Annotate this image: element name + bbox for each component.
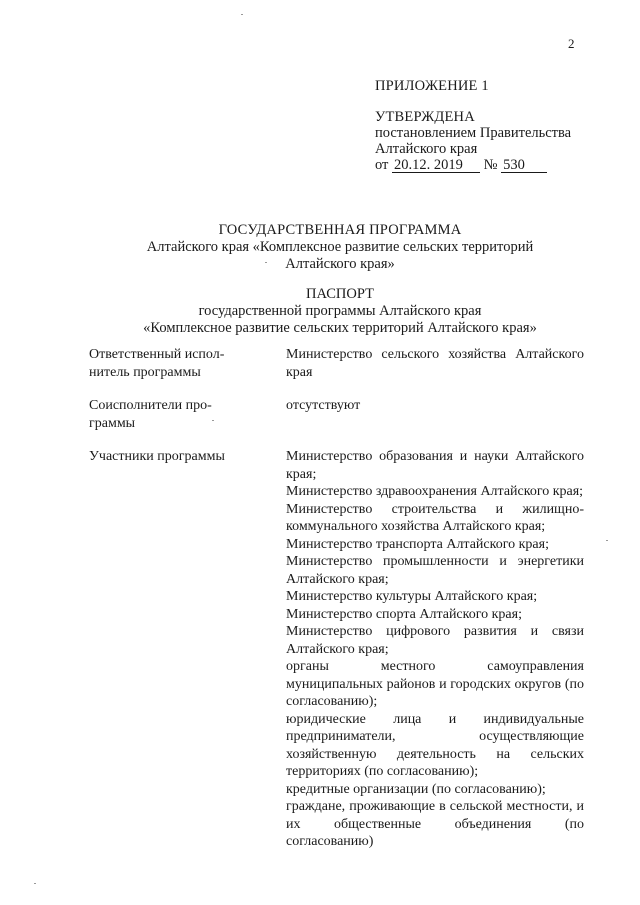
date-prefix: от xyxy=(375,157,389,173)
passport-row-item: Министерство здравоохранения Алтайского края; xyxy=(286,484,584,499)
passport-row-item: Министерство сельского хозяйства Алтайского края xyxy=(286,347,584,380)
program-subtitle-line-2: Алтайского края» xyxy=(285,256,395,272)
passport-row-item: граждане, проживающие в сельской местности, и их общественные объединения (по согласованию) xyxy=(286,799,584,849)
title-block xyxy=(40,222,640,337)
passport-heading: ПАСПОРТ xyxy=(306,286,374,302)
passport-row-item: Министерство строительства и жилищно-коммунального хозяйства Алтайского края; xyxy=(286,501,584,534)
passport-subtitle-line-2: «Комплексное развитие сельских территорий Алтайского края» xyxy=(143,320,537,336)
number-sign: № xyxy=(483,157,498,173)
passport-row xyxy=(89,397,584,432)
passport-row-value xyxy=(286,346,584,381)
passport-row-value xyxy=(286,448,584,851)
page-number: 2 xyxy=(568,36,575,51)
passport-row-item: отсутствуют xyxy=(286,398,361,413)
passport-row-item: Министерство образования и науки Алтайского края; xyxy=(286,449,584,482)
passport-row-item: кредитные организации (по согласованию); xyxy=(286,781,546,797)
approval-line-2: Алтайского края xyxy=(375,141,478,157)
passport-row xyxy=(89,448,584,851)
passport-row-item: Министерство спорта Алтайского края; xyxy=(286,606,522,622)
passport-row-item: Министерство транспорта Алтайского края; xyxy=(286,536,549,552)
passport-row-item: юридические лица и индивидуальные предприниматели, осуществляющие хозяйственную деятельность на сельских территориях (по согласованию); xyxy=(286,711,584,779)
approval-block xyxy=(375,78,615,173)
passport-row-item: Министерство цифрового развития и связи Алтайского края; xyxy=(286,624,584,657)
appendix-label: ПРИЛОЖЕНИЕ 1 xyxy=(375,78,489,94)
approval-number: 530 xyxy=(501,158,547,173)
passport-row-label: Участники программы xyxy=(89,449,225,464)
passport-row-item: Министерство промышленности и энергетики Алтайского края; xyxy=(286,554,584,587)
passport-row-item: органы местного самоуправления муниципальных районов и городских округов (по согласованию); xyxy=(286,659,584,709)
passport-row xyxy=(89,346,584,381)
approval-date: 20.12. 2019 xyxy=(392,158,480,173)
passport-row-label: Ответственный испол-нитель программы xyxy=(89,347,225,380)
program-title: ГОСУДАРСТВЕННАЯ ПРОГРАММА xyxy=(218,222,462,238)
approval-line-1: постановлением Правительства xyxy=(375,125,572,141)
approval-dateline xyxy=(375,157,615,173)
program-subtitle-line-1: Алтайского края «Комплексное развитие сельских территорий xyxy=(146,239,534,255)
passport-row-item: Министерство культуры Алтайского края; xyxy=(286,589,538,604)
passport-row-label: Соисполнители про-граммы xyxy=(89,398,212,431)
passport-table xyxy=(89,346,584,867)
passport-subtitle-line-1: государственной программы Алтайского края xyxy=(198,303,482,319)
passport-row-value xyxy=(286,397,584,432)
approved-label: УТВЕРЖДЕНА xyxy=(375,109,475,125)
